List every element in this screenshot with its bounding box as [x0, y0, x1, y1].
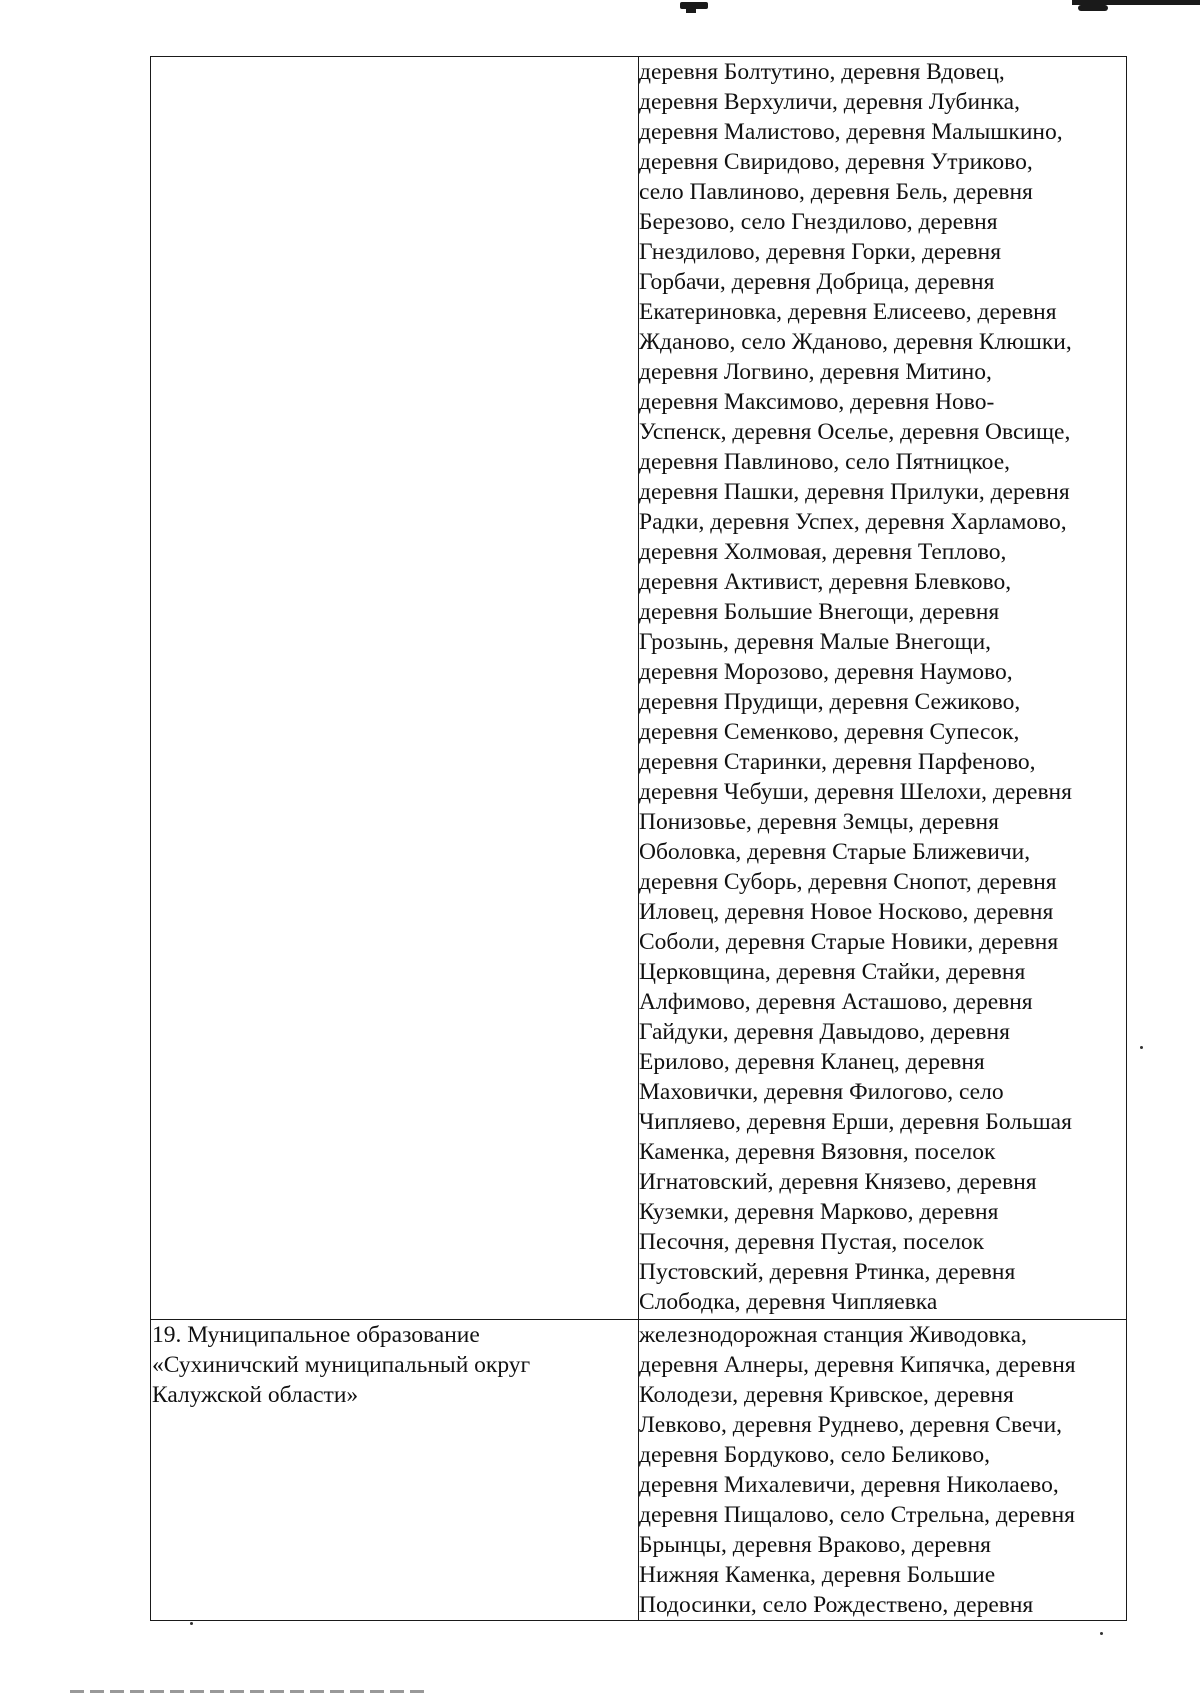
settlement-line: деревня Семенково, деревня Супесок,: [639, 719, 1020, 745]
settlement-line: Левково, деревня Руднево, деревня Свечи,: [639, 1412, 1063, 1438]
settlement-line: Нижняя Каменка, деревня Большие: [639, 1562, 996, 1588]
municipality-cell: [151, 57, 639, 1320]
settlement-line: Понизовье, деревня Земцы, деревня: [639, 809, 999, 835]
scan-artifact-line: [70, 1690, 430, 1693]
settlement-line: деревня Прудищи, деревня Сежиково,: [639, 689, 1021, 715]
settlement-line: Радки, деревня Успех, деревня Харламово,: [639, 509, 1067, 535]
settlement-line: село Павлиново, деревня Бель, деревня: [639, 179, 1033, 205]
settlement-line: деревня Старинки, деревня Парфеново,: [639, 749, 1036, 775]
settlement-line: деревня Максимово, деревня Ново-: [639, 389, 995, 415]
settlement-line: деревня Бордуково, село Беликово,: [639, 1442, 990, 1468]
scan-speck: [190, 1622, 193, 1625]
settlement-line: Гайдуки, деревня Давыдово, деревня: [639, 1019, 1010, 1045]
settlement-line: Оболовка, деревня Старые Ближевичи,: [639, 839, 1031, 865]
settlement-line: деревня Морозово, деревня Наумово,: [639, 659, 1013, 685]
settlements-table: [150, 56, 1127, 1621]
table-row: [151, 57, 1127, 1320]
settlement-line: Гнездилово, деревня Горки, деревня: [639, 239, 1002, 265]
settlement-line: деревня Верхуличи, деревня Лубинка,: [639, 89, 1020, 115]
settlement-line: Слободка, деревня Чипляевка: [639, 1289, 938, 1315]
settlement-line: деревня Холмовая, деревня Теплово,: [639, 539, 1007, 565]
settlement-line: деревня Большие Внегощи, деревня: [639, 599, 1000, 625]
table-row: [151, 1320, 1127, 1621]
settlement-line: Успенск, деревня Оселье, деревня Овсище,: [639, 419, 1071, 445]
settlement-line: Жданово, село Жданово, деревня Клюшки,: [639, 329, 1072, 355]
municipality-name-line: Калужской области»: [152, 1382, 359, 1408]
settlements-cell: [639, 1320, 1127, 1621]
settlement-line: деревня Болтутино, деревня Вдовец,: [639, 59, 1005, 85]
scan-speck: [1140, 1046, 1143, 1049]
settlement-line: железнодорожная станция Живодовка,: [639, 1322, 1027, 1348]
municipality-name-line: «Сухиничский муниципальный округ: [152, 1352, 531, 1378]
settlement-line: Маховички, деревня Филогово, село: [639, 1079, 1004, 1105]
settlement-line: деревня Активист, деревня Блевково,: [639, 569, 1012, 595]
settlement-line: Екатериновка, деревня Елисеево, деревня: [639, 299, 1057, 325]
settlement-line: деревня Свиридово, деревня Утриково,: [639, 149, 1033, 175]
settlement-line: Алфимово, деревня Асташово, деревня: [639, 989, 1033, 1015]
scan-artifact-mark: [686, 9, 696, 13]
settlement-line: Подосинки, село Рождествено, деревня: [639, 1592, 1034, 1618]
settlement-line: Песочня, деревня Пустая, поселок: [639, 1229, 985, 1255]
settlement-line: Березово, село Гнездилово, деревня: [639, 209, 998, 235]
settlement-line: деревня Алнеры, деревня Кипячка, деревня: [639, 1352, 1076, 1378]
settlement-line: Каменка, деревня Вязовня, поселок: [639, 1139, 996, 1165]
settlement-line: деревня Суборь, деревня Снопот, деревня: [639, 869, 1057, 895]
settlement-line: деревня Малистово, деревня Малышкино,: [639, 119, 1063, 145]
settlement-line: Иловец, деревня Новое Носково, деревня: [639, 899, 1054, 925]
scan-artifact-mark: [680, 2, 708, 9]
municipality-cell: [151, 1320, 639, 1621]
settlement-line: Горбачи, деревня Добрица, деревня: [639, 269, 995, 295]
settlements-cell: [639, 57, 1127, 1320]
settlement-line: деревня Чебуши, деревня Шелохи, деревня: [639, 779, 1072, 805]
settlement-line: деревня Пашки, деревня Прилуки, деревня: [639, 479, 1070, 505]
settlement-line: Соболи, деревня Старые Новики, деревня: [639, 929, 1059, 955]
settlement-line: Колодези, деревня Кривское, деревня: [639, 1382, 1014, 1408]
municipality-name-line: 19. Муниципальное образование: [152, 1322, 480, 1348]
settlement-line: деревня Пищалово, село Стрельна, деревня: [639, 1502, 1075, 1528]
scan-speck: [1100, 1632, 1103, 1635]
settlement-line: Ерилово, деревня Кланец, деревня: [639, 1049, 985, 1075]
settlement-line: Куземки, деревня Марково, деревня: [639, 1199, 999, 1225]
settlement-line: деревня Михалевичи, деревня Николаево,: [639, 1472, 1059, 1498]
settlement-line: Церковщина, деревня Стайки, деревня: [639, 959, 1026, 985]
settlement-line: Грозынь, деревня Малые Внегощи,: [639, 629, 992, 655]
scan-artifact-mark: [1078, 5, 1108, 11]
settlement-line: деревня Павлиново, село Пятницкое,: [639, 449, 1011, 475]
settlement-line: Игнатовский, деревня Князево, деревня: [639, 1169, 1037, 1195]
settlement-line: Чипляево, деревня Ерши, деревня Большая: [639, 1109, 1072, 1135]
settlement-line: деревня Логвино, деревня Митино,: [639, 359, 992, 385]
settlement-line: Брынцы, деревня Враково, деревня: [639, 1532, 991, 1558]
settlement-line: Пустовский, деревня Ртинка, деревня: [639, 1259, 1016, 1285]
